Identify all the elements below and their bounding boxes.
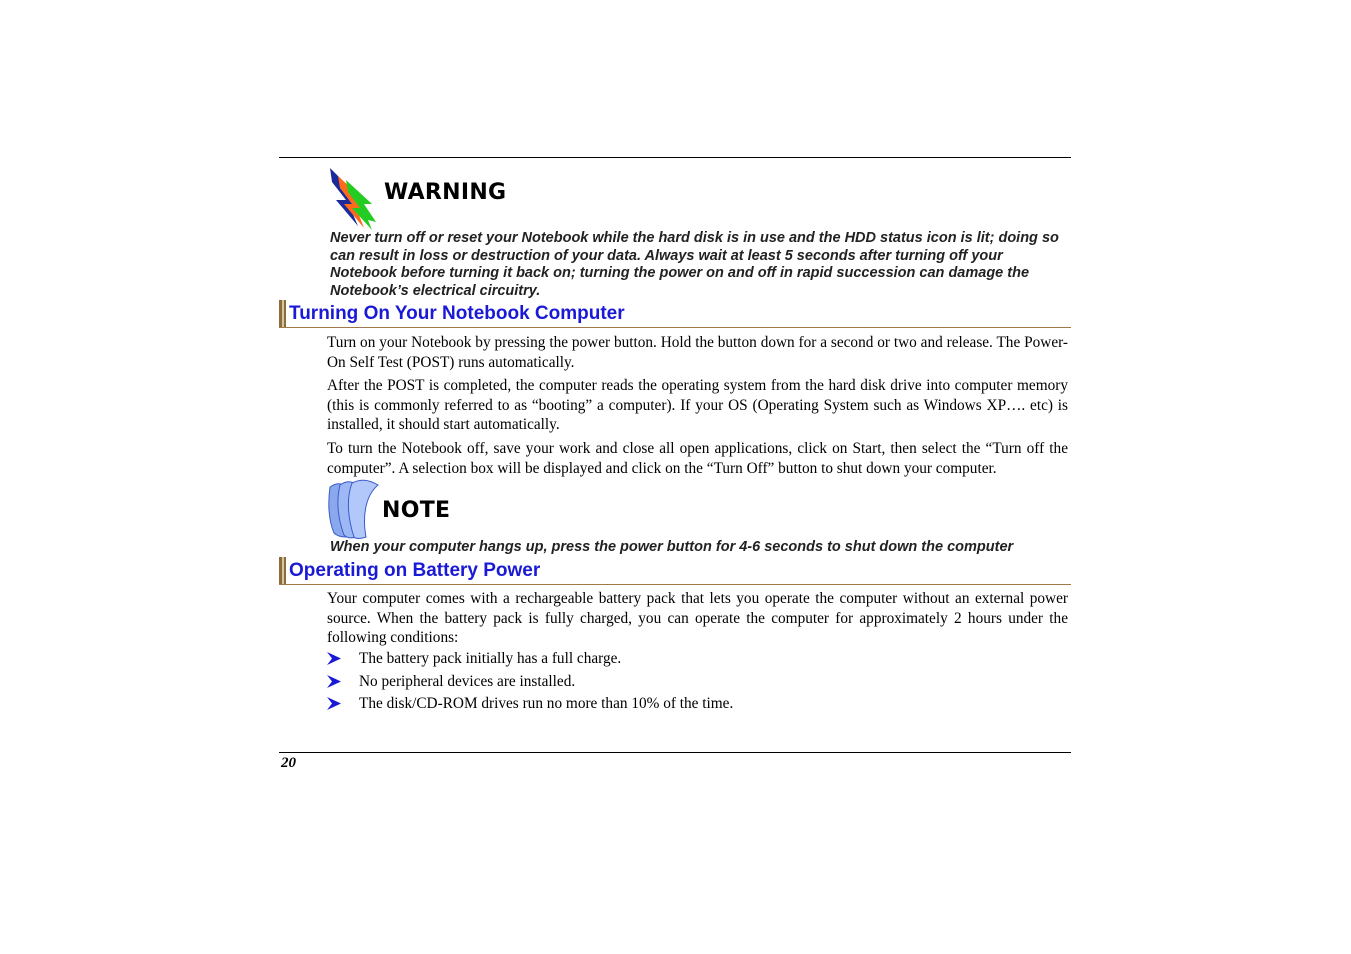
- heading-bar: [279, 300, 286, 327]
- note-title: NOTE: [382, 498, 451, 523]
- list-item-text: No peripheral devices are installed.: [359, 672, 576, 690]
- arrow-bullet-icon: [327, 697, 341, 710]
- arrow-bullet-icon: [327, 675, 341, 688]
- section-heading-text: Turning On Your Notebook Computer: [289, 303, 625, 324]
- list-item: [327, 649, 1067, 672]
- footer-rule: [279, 752, 1071, 753]
- warning-text: Never turn off or reset your Notebook while the hard disk is in use and the HDD status icon is lit; doing so can result in loss or destruction of your data. Always wait at least 5 seconds after turning off your Notebook before turning it back on; turning the power on and off in rapid succession can damage the Notebook’s electrical circuitry.: [330, 230, 1059, 300]
- paragraph: Turn on your Notebook by pressing the power button. Hold the button down for a second or two and release. The Power-On Self Test (POST) runs automatically.: [327, 334, 1068, 371]
- warning-title: WARNING: [384, 180, 507, 205]
- note-pages-icon: [328, 479, 380, 541]
- paragraph: Your computer comes with a rechargeable battery pack that lets you operate the computer without an external power source. When the battery pack is fully charged, you can operate the computer for approximately 2 hours under the following conditions:: [327, 590, 1068, 646]
- paragraph: After the POST is completed, the computer reads the operating system from the hard disk drive into computer memory (this is commonly referred to as “booting” a computer). If your OS (Operating System such as Windows XP…. etc) is installed, it should start automatically.: [327, 377, 1068, 433]
- list-item-text: The disk/CD-ROM drives run no more than 10% of the time.: [359, 695, 734, 712]
- list-item: [327, 672, 1067, 695]
- section-heading-turning-on: [279, 300, 1071, 328]
- section-heading-battery: [279, 557, 1071, 585]
- section-heading-text: Operating on Battery Power: [289, 560, 541, 581]
- paragraph: To turn the Notebook off, save your work and close all open applications, click on Start, then select the “Turn off the computer”. A selection box will be displayed and click on the “Turn Off” button to shut down your computer.: [327, 440, 1068, 477]
- lightning-warning-icon: [328, 166, 380, 232]
- list-item: [327, 694, 1067, 717]
- conditions-list: [327, 649, 1067, 717]
- list-item-text: The battery pack initially has a full charge.: [359, 650, 622, 667]
- heading-bar: [279, 557, 286, 584]
- header-rule: [279, 157, 1071, 158]
- note-text: When your computer hangs up, press the power button for 4-6 seconds to shut down the computer: [330, 539, 1014, 555]
- page-number: 20: [281, 755, 296, 771]
- arrow-bullet-icon: [327, 652, 341, 665]
